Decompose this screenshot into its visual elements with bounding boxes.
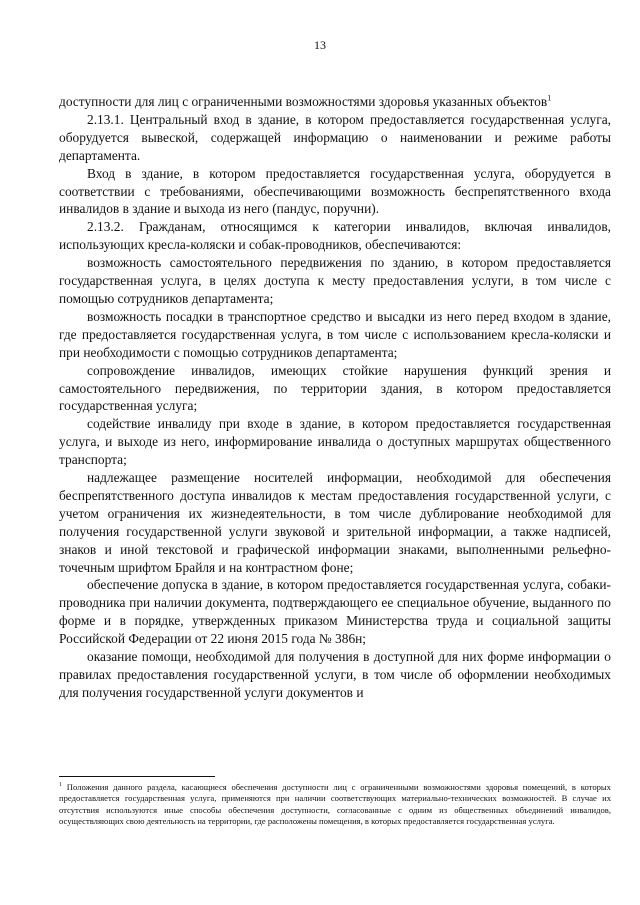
list-item: обеспечение допуска в здание, в котором предоставляется государственная услуга, собаки-проводника при наличии документа, подтверждающего ее специальное обучение, выданного по форме и в порядке, утвержденных приказом Министерства труда и социальной защиты Российской Федерации от 22 июня 2015 года № 386н; (59, 577, 611, 647)
document-body (59, 93, 611, 702)
footnote-text: Положения данного раздела, касающиеся обеспечения доступности лиц с ограниченными возможностями здоровья помещений, в которых предоставляется государственная услуга, применяются при наличии соответствующих материально-технических возможностей. В случае их отсутствия используются иные способы обеспечения доступности, согласованные с одним из общественных объединений инвалидов, осуществляющих свою деятельность на территории, где расположены помещения, в которых предоставляется государственная услуга. (59, 782, 611, 826)
list-item: сопровождение инвалидов, имеющих стойкие нарушения функций зрения и самостоятельного передвижения, по территории здания, в котором предоставляется государственная услуга; (59, 362, 611, 414)
list-item: содействие инвалиду при входе в здание, в котором предоставляется государственная услуга, и выходе из него, информирование инвалида о доступных маршрутах общественного транспорта; (59, 416, 611, 468)
list-item: возможность посадки в транспортное средство и высадки из него перед входом в здание, где предоставляется государственная услуга, в том числе с использованием кресла-коляски и при необходимости с помощью сотрудников департамента; (59, 308, 611, 360)
paragraph-4: 2.13.2. Гражданам, относящимся к категории инвалидов, включая инвалидов, использующих кресла-коляски и собак-проводников, обеспечиваются: (59, 219, 611, 253)
paragraph-1 (59, 93, 611, 111)
paragraph-3: Вход в здание, в котором предоставляется государственная услуга, оборудуется в соответствии с требованиями, обеспечивающими возможность беспрепятственного входа инвалидов в здание и выхода из него (пандус, поручни). (59, 165, 611, 217)
paragraph-1-text: доступности для лиц с ограниченными возможностями здоровья указанных объектов (59, 94, 548, 109)
list-item: оказание помощи, необходимой для получения в доступной для них форме информации о правилах предоставления государственной услуги, в том числе об оформлении необходимых для получения государственной услуги документов и (59, 649, 611, 700)
page-number: 13 (314, 38, 326, 52)
footnote-ref: 1 (547, 93, 552, 103)
list-item: надлежащее размещение носителей информации, необходимой для обеспечения беспрепятственного доступа инвалидов к местам предоставления государственной услуги, с учетом ограничения их жизнедеятельности, в том числе дублирование необходимой для получения государственной услуги звуковой и зрительной информации, а также надписей, знаков и иной текстовой и графической информации знаками, выполненными рельефно-точечным шрифтом Брайля и на контрастном фоне; (59, 470, 611, 575)
footnote-divider (59, 776, 215, 777)
list-item: возможность самостоятельного передвижения по зданию, в котором предоставляется государственная услуга, в целях доступа к месту предоставления услуги, в том числе с помощью сотрудников департамента; (59, 255, 611, 306)
paragraph-2: 2.13.1. Центральный вход в здание, в котором предоставляется государственная услуга, оборудуется вывеской, содержащей информацию о наименовании и режиме работы департамента. (59, 111, 611, 163)
footnote (59, 782, 611, 827)
footnote-mark: 1 (59, 782, 62, 789)
